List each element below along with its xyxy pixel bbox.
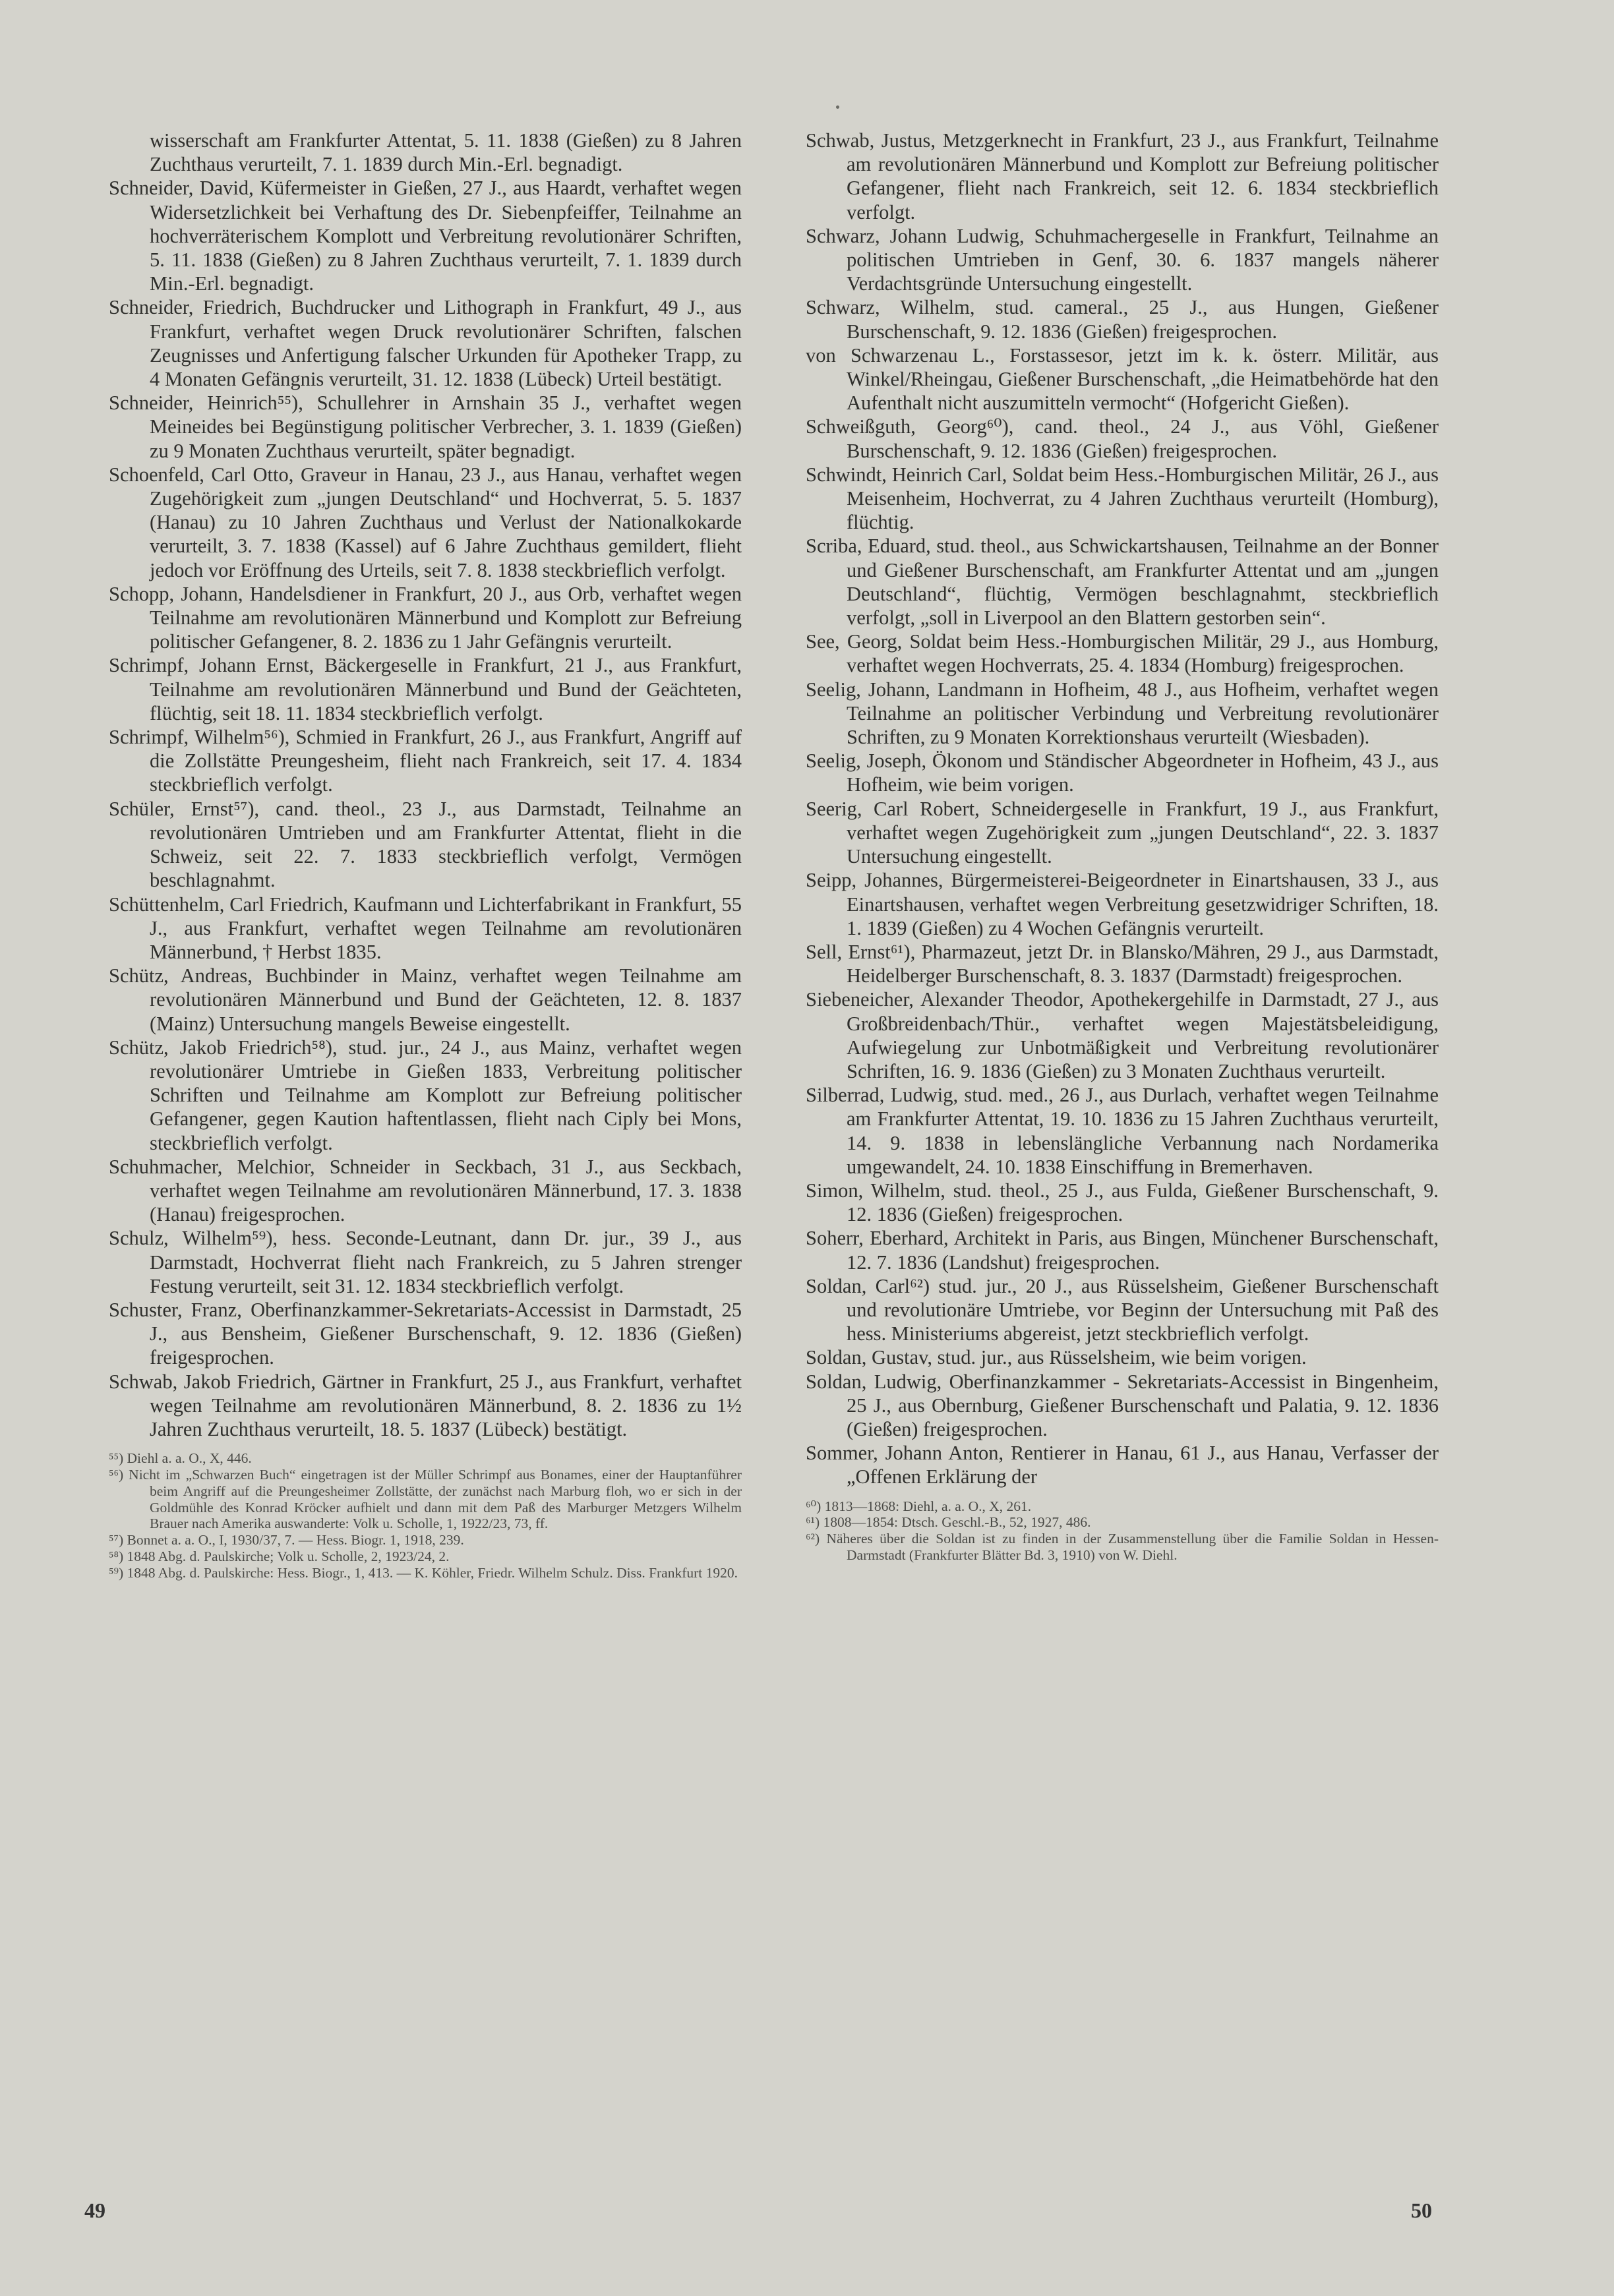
right-register-entry: Schwindt, Heinrich Carl, Soldat beim Hess.-Homburgischen Militär, 26 J., aus Meisenheim, Hochverrat, zu 4 Jahren Zuchthaus verurteilt (Homburg), flüchtig. bbox=[806, 463, 1439, 534]
right-register-entry: Seipp, Johannes, Bürgermeisterei-Beigeordneter in Einartshausen, 33 J., aus Einartshausen, verhaftet wegen Verbreitung gesetzwidriger Schriften, 18. 1. 1839 (Gießen) zu 4 Wochen Gefängnis verurteilt. bbox=[806, 869, 1439, 939]
right-register-entry: Schwab, Justus, Metzgerknecht in Frankfurt, 23 J., aus Frankfurt, Teilnahme am revolutionären Männerbund und Komplott zur Befreiung politischer Gefangener, flieht nach Frankreich, seit 12. 6. 1834 steckbrieflich verfolgt. bbox=[806, 129, 1439, 223]
right-register-entry: Soldan, Ludwig, Oberfinanzkammer - Sekretariats-Accessist in Bingenheim, 25 J., aus Obernburg, Gießener Burschenschaft und Palatia, 9. 12. 1836 (Gießen) freigesprochen. bbox=[806, 1370, 1439, 1440]
left-register-entry: Schrimpf, Wilhelm⁵⁶), Schmied in Frankfurt, 26 J., aus Frankfurt, Angriff auf die Zollstätte Preungesheim, flieht nach Frankreich, seit 17. 4. 1834 steckbrieflich verfolgt. bbox=[109, 726, 742, 796]
left-page-column bbox=[109, 129, 742, 1581]
left-register-entry: Schulz, Wilhelm⁵⁹), hess. Seconde-Leutnant, dann Dr. jur., 39 J., aus Darmstadt, Hochverrat flieht nach Frankreich, zu 5 Jahren strenger Festung verurteilt, seit 31. 12. 1834 steckbrieflich verfolgt. bbox=[109, 1227, 742, 1297]
right-register-entry: Scriba, Eduard, stud. theol., aus Schwickartshausen, Teilnahme an der Bonner und Gießener Burschenschaft, am Frankfurter Attentat und am „jungen Deutschland“, flüchtig, Vermögen beschlagnahmt, steckbrieflich verfolgt, „soll in Liverpool an den Blattern gestorben sein“. bbox=[806, 535, 1439, 630]
right-footnote: ⁶¹) 1808—1854: Dtsch. Geschl.-B., 52, 1927, 486. bbox=[806, 1514, 1091, 1531]
right-register-entry: See, Georg, Soldat beim Hess.-Homburgischen Militär, 29 J., aus Homburg, verhaftet wegen Hochverrats, 25. 4. 1834 (Homburg) freigesprochen. bbox=[806, 630, 1439, 677]
left-register-entry: Schuster, Franz, Oberfinanzkammer-Sekretariats-Accessist in Darmstadt, 25 J., aus Bensheim, Gießener Burschenschaft, 9. 12. 1836 (Gießen) freigesprochen. bbox=[109, 1298, 742, 1369]
left-register-entry: Schütz, Jakob Friedrich⁵⁸), stud. jur., 24 J., aus Mainz, verhaftet wegen revolutionärer Umtriebe in Gießen 1833, Verbreitung politischer Schriften und Teilnahme am Komplott zur Befreiung politischer Gefangener, gegen Kaution haftentlassen, flieht nach Ciply bei Mons, steckbrieflich verfolgt. bbox=[109, 1036, 742, 1154]
right-footnote: ⁶⁰) 1813—1868: Diehl, a. a. O., X, 261. bbox=[806, 1498, 1032, 1514]
left-register-entry: wisserschaft am Frankfurter Attentat, 5. 11. 1838 (Gießen) zu 8 Jahren Zuchthaus verurteilt, 7. 1. 1839 durch Min.-Erl. begnadigt. bbox=[150, 129, 742, 176]
left-register-entry: Schüttenhelm, Carl Friedrich, Kaufmann und Lichterfabrikant in Frankfurt, 55 J., aus Frankfurt, verhaftet wegen Teilnahme am revolutionären Männerbund, † Herbst 1835. bbox=[109, 893, 742, 963]
left-register-entry: Schwab, Jakob Friedrich, Gärtner in Frankfurt, 25 J., aus Frankfurt, verhaftet wegen Teilnahme am revolutionären Männerbund, 8. 2. 1836 zu 1½ Jahren Zuchthaus verurteilt, 18. 5. 1837 (Lübeck) bestätigt. bbox=[109, 1370, 742, 1440]
left-register-entry: Schneider, Heinrich⁵⁵), Schullehrer in Arnshain 35 J., verhaftet wegen Meineides bei Begünstigung politischer Verbrecher, 3. 1. 1839 (Gießen) zu 9 Monaten Zuchthaus verurteilt, später begnadigt. bbox=[109, 392, 742, 462]
right-footnote: ⁶²) Näheres über die Soldan ist zu finden in der Zusammenstellung über die Familie Soldan in Hessen-Darmstadt (Frankfurter Blätter Bd. 3, 1910) von W. Diehl. bbox=[806, 1531, 1439, 1563]
left-register-entry: Schneider, Friedrich, Buchdrucker und Lithograph in Frankfurt, 49 J., aus Frankfurt, verhaftet wegen Druck revolutionärer Schriften, falschen Zeugnisses und Anfertigung falscher Urkunden für Apotheker Trapp, zu 4 Monaten Gefängnis verurteilt, 31. 12. 1838 (Lübeck) Urteil bestätigt. bbox=[109, 296, 742, 391]
scan-speck bbox=[836, 105, 839, 109]
right-register-entry: Sommer, Johann Anton, Rentierer in Hanau, 61 J., aus Hanau, Verfasser der „Offenen Erklärung der bbox=[806, 1442, 1439, 1488]
right-register-entry: Soldan, Carl⁶²) stud. jur., 20 J., aus Rüsselsheim, Gießener Burschenschaft und revolutionäre Umtriebe, vor Beginn der Untersuchung mit Paß des hess. Ministeriums abgereist, jetzt steckbrieflich verfolgt. bbox=[806, 1274, 1439, 1345]
right-register-entry: Seerig, Carl Robert, Schneidergeselle in Frankfurt, 19 J., aus Frankfurt, verhaftet wegen Zugehörigkeit zum „jungen Deutschland“, 22. 3. 1837 Untersuchung eingestellt. bbox=[806, 797, 1439, 868]
page-number-right: 50 bbox=[1411, 2198, 1432, 2222]
right-register-entry: Seelig, Johann, Landmann in Hofheim, 48 J., aus Hofheim, verhaftet wegen Teilnahme an politischer Verbindung und Verbreitung revolutionärer Schriften, zu 9 Monaten Korrektionshaus verurteilt (Wiesbaden). bbox=[806, 678, 1439, 749]
left-entries bbox=[109, 129, 742, 1441]
right-footnotes bbox=[806, 1498, 1439, 1564]
left-footnote: ⁵⁸) 1848 Abg. d. Paulskirche; Volk u. Scholle, 2, 1923/24, 2. bbox=[109, 1548, 450, 1564]
right-register-entry: Sell, Ernst⁶¹), Pharmazeut, jetzt Dr. in Blansko/Mähren, 29 J., aus Darmstadt, Heidelberger Burschenschaft, 8. 3. 1837 (Darmstadt) freigesprochen. bbox=[806, 940, 1439, 987]
right-register-entry: von Schwarzenau L., Forstassesor, jetzt im k. k. österr. Militär, aus Winkel/Rheingau, Gießener Burschenschaft, „die Heimatbehörde hat den Aufenthalt nicht auszumitteln vermocht“ (Hofgericht Gießen). bbox=[806, 343, 1439, 415]
right-register-entry: Schwarz, Wilhelm, stud. cameral., 25 J., aus Hungen, Gießener Burschenschaft, 9. 12. 1836 (Gießen) freigesprochen. bbox=[806, 296, 1439, 343]
left-footnote: ⁵⁶) Nicht im „Schwarzen Buch“ eingetragen ist der Müller Schrimpf aus Bonames, einer der Hauptanführer beim Angriff auf die Preungesheimer Zollstätte, der zunächst nach Marburg floh, wo er sich in der Goldmühle des Konrad Kröcker aufhielt und dann mit dem Paß des Marburger Metzgers Wilhelm Brauer nach Amerika auswanderte: Volk u. Scholle, 1, 1922/23, 73, ff. bbox=[109, 1466, 742, 1532]
left-footnotes bbox=[109, 1450, 742, 1581]
right-register-entry: Soldan, Gustav, stud. jur., aus Rüsselsheim, wie beim vorigen. bbox=[806, 1346, 1307, 1369]
left-footnote: ⁵⁹) 1848 Abg. d. Paulskirche: Hess. Biogr., 1, 413. — K. Köhler, Friedr. Wilhelm Schulz. Diss. Frankfurt 1920. bbox=[109, 1564, 738, 1581]
left-register-entry: Schrimpf, Johann Ernst, Bäckergeselle in Frankfurt, 21 J., aus Frankfurt, Teilnahme am revolutionären Männerbund und Bund der Geächteten, flüchtig, seit 18. 11. 1834 steckbrieflich verfolgt. bbox=[109, 654, 742, 724]
left-register-entry: Schneider, David, Küfermeister in Gießen, 27 J., aus Haardt, verhaftet wegen Widersetzlichkeit bei Verhaftung des Dr. Siebenpfeiffer, Teilnahme an hochverräterischem Komplott und Verbreitung revolutionärer Schriften, 5. 11. 1838 (Gießen) zu 8 Jahren Zuchthaus verurteilt, 7. 1. 1839 durch Min.-Erl. begnadigt. bbox=[109, 177, 742, 295]
left-register-entry: Schuhmacher, Melchior, Schneider in Seckbach, 31 J., aus Seckbach, verhaftet wegen Teilnahme am revolutionären Männerbund, 17. 3. 1838 (Hanau) freigesprochen. bbox=[109, 1155, 742, 1226]
right-register-entry: Schwarz, Johann Ludwig, Schuhmachergeselle in Frankfurt, Teilnahme an politischen Umtrieben in Genf, 30. 6. 1837 mangels näherer Verdachtsgründe Untersuchung eingestellt. bbox=[806, 224, 1439, 295]
page-number-left: 49 bbox=[84, 2198, 105, 2222]
right-register-entry: Siebeneicher, Alexander Theodor, Apothekergehilfe in Darmstadt, 27 J., aus Großbreidenbach/Thür., verhaftet wegen Majestätsbeleidigung, Aufwiegelung zur Unbotmäßigkeit und Verbreitung revolutionärer Schriften, 16. 9. 1836 (Gießen) zu 3 Monaten Zuchthaus verurteilt. bbox=[806, 988, 1439, 1082]
left-register-entry: Schüler, Ernst⁵⁷), cand. theol., 23 J., aus Darmstadt, Teilnahme an revolutionären Umtrieben und am Frankfurter Attentat, flieht in die Schweiz, seit 22. 7. 1833 steckbrieflich verfolgt, Vermögen beschlagnahmt. bbox=[109, 797, 742, 892]
left-register-entry: Schütz, Andreas, Buchbinder in Mainz, verhaftet wegen Teilnahme am revolutionären Männerbund und Bund der Geächteten, 12. 8. 1837 (Mainz) Untersuchung mangels Beweise eingestellt. bbox=[109, 964, 742, 1035]
left-footnote: ⁵⁵) Diehl a. a. O., X, 446. bbox=[109, 1450, 252, 1467]
right-register-entry: Simon, Wilhelm, stud. theol., 25 J., aus Fulda, Gießener Burschenschaft, 9. 12. 1836 (Gießen) freigesprochen. bbox=[806, 1179, 1439, 1226]
right-register-entry: Soherr, Eberhard, Architekt in Paris, aus Bingen, Münchener Burschenschaft, 12. 7. 1836 (Landshut) freigesprochen. bbox=[806, 1227, 1439, 1274]
right-register-entry: Silberrad, Ludwig, stud. med., 26 J., aus Durlach, verhaftet wegen Teilnahme am Frankfurter Attentat, 19. 10. 1836 zu 15 Jahren Zuchthaus verurteilt, 14. 9. 1838 in lebenslängliche Verbannung nach Nordamerika umgewandelt, 24. 10. 1838 Einschiffung in Bremerhaven. bbox=[806, 1084, 1439, 1178]
right-entries bbox=[806, 129, 1439, 1489]
right-register-entry: Seelig, Joseph, Ökonom und Ständischer Abgeordneter in Hofheim, 43 J., aus Hofheim, wie beim vorigen. bbox=[806, 750, 1439, 796]
right-register-entry: Schweißguth, Georg⁶⁰), cand. theol., 24 J., aus Vöhl, Gießener Burschenschaft, 9. 12. 1836 (Gießen) freigesprochen. bbox=[806, 415, 1439, 462]
left-register-entry: Schopp, Johann, Handelsdiener in Frankfurt, 20 J., aus Orb, verhaftet wegen Teilnahme am revolutionären Männerbund und Komplott zur Befreiung politischer Gefangener, 8. 2. 1836 zu 1 Jahr Gefängnis verurteilt. bbox=[109, 582, 742, 653]
left-footnote: ⁵⁷) Bonnet a. a. O., I, 1930/37, 7. — Hess. Biogr. 1, 1918, 239. bbox=[109, 1532, 464, 1548]
right-page-column bbox=[806, 129, 1439, 1564]
left-register-entry: Schoenfeld, Carl Otto, Graveur in Hanau, 23 J., aus Hanau, verhaftet wegen Zugehörigkeit zum „jungen Deutschland“ und Hochverrat, 5. 5. 1837 (Hanau) zu 10 Jahren Zuchthaus und Verlust der Nationalkokarde verurteilt, 3. 7. 1838 (Kassel) auf 6 Jahre Zuchthaus gemildert, flieht jedoch vor Eröffnung des Urteils, seit 7. 8. 1838 steckbrieflich verfolgt. bbox=[109, 463, 742, 581]
